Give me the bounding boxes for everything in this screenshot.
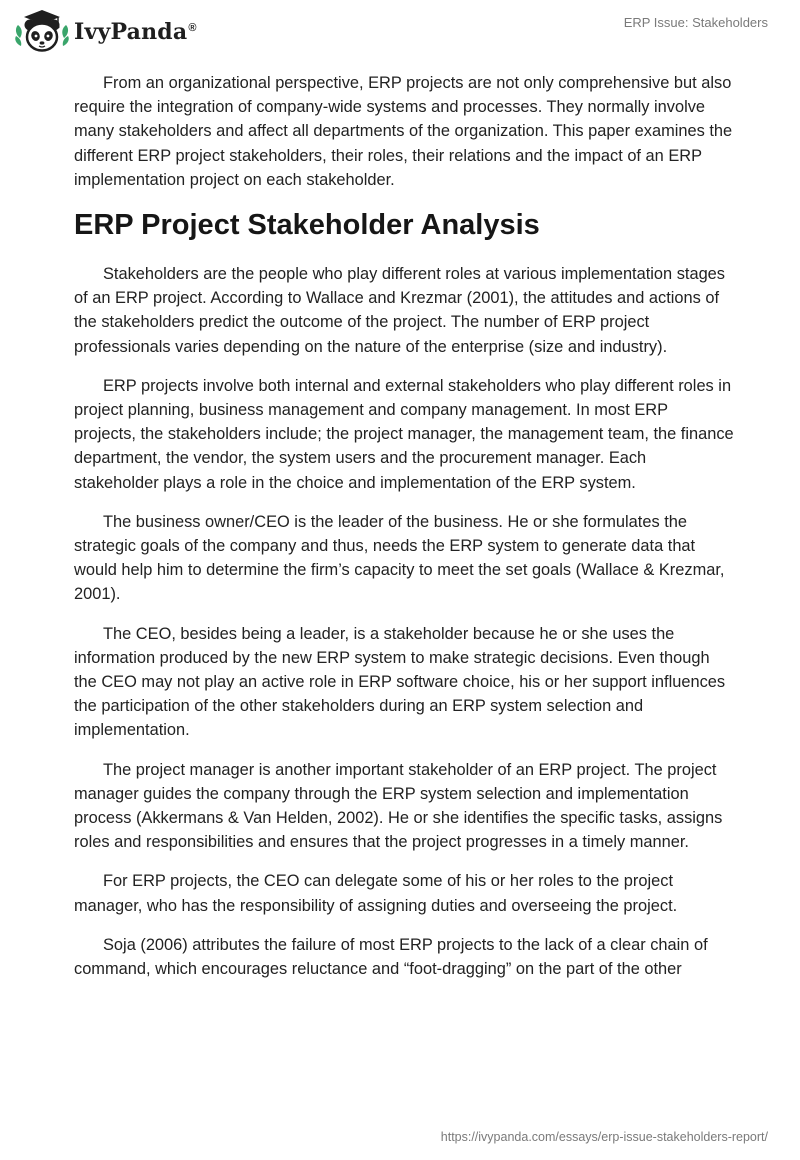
ivypanda-logo[interactable] (14, 8, 197, 56)
paragraph: The CEO, besides being a leader, is a stakeholder because he or she uses the information produced by the new ERP system to make strategic decisions. Even though the CEO may not play an active role in ERP software choice, his or her support influences the participation of the other stakeholders during an ERP system selection and implementation. (74, 624, 726, 740)
paragraph: ERP projects involve both internal and external stakeholders who play different roles in project planning, business management and company management. In most ERP projects, the stakeholders include; the project manager, the management team, the finance department, the vendor, the system users and the procurement manager. Each stakeholder plays a role in the choice and implementation of the ERP system. (74, 376, 734, 492)
paragraph: Soja (2006) attributes the failure of most ERP projects to the lack of a clear chain of command, which encourages reluctance and “foot-dragging” on the part of the other (74, 935, 708, 979)
essay-body (74, 71, 734, 996)
paragraph: The project manager is another important stakeholder of an ERP project. The project manager guides the company through the ERP system selection and implementation process (Akkermans & Van Helden, 2002). He or she identifies the specific tasks, assigns roles and responsibilities and ensures that the project progresses in a timely manner. (74, 760, 723, 852)
section-heading: ERP Project Stakeholder Analysis (74, 209, 540, 242)
source-url-link[interactable]: https://ivypanda.com/essays/erp-issue-stakeholders-report/ (440, 1130, 768, 1144)
logo-registered-mark: ® (188, 21, 197, 34)
paragraph-intro: From an organizational perspective, ERP projects are not only comprehensive but also require the integration of company-wide systems and processes. They normally involve many stakeholders and affect all departments of the organization. This paper examines the different ERP project stakeholders, their roles, their relations and the impact of an ERP implementation project on each stakeholder. (74, 74, 733, 189)
page-header (0, 0, 800, 60)
paragraph: Stakeholders are the people who play different roles at various implementation stages of an ERP project. According to Wallace and Krezmar (2001), the attitudes and actions of the stakeholders predict the outcome of the project. The number of ERP project professionals varies depending on the nature of the enterprise (size and industry). (74, 265, 725, 356)
logo-text: IvyPanda® (74, 19, 197, 45)
document-title: ERP Issue: Stakeholders (623, 15, 768, 30)
paragraph: The business owner/CEO is the leader of the business. He or she formulates the strategic goals of the company and thus, needs the ERP system to generate data that would help him to determine the firm’s capacity to meet the set goals (Wallace & Krezmar, 2001). (74, 512, 725, 604)
paragraph: For ERP projects, the CEO can delegate some of his or her roles to the project manager, who has the responsibility of assigning duties and overseeing the project. (74, 872, 678, 915)
panda-graduate-icon (14, 8, 70, 56)
